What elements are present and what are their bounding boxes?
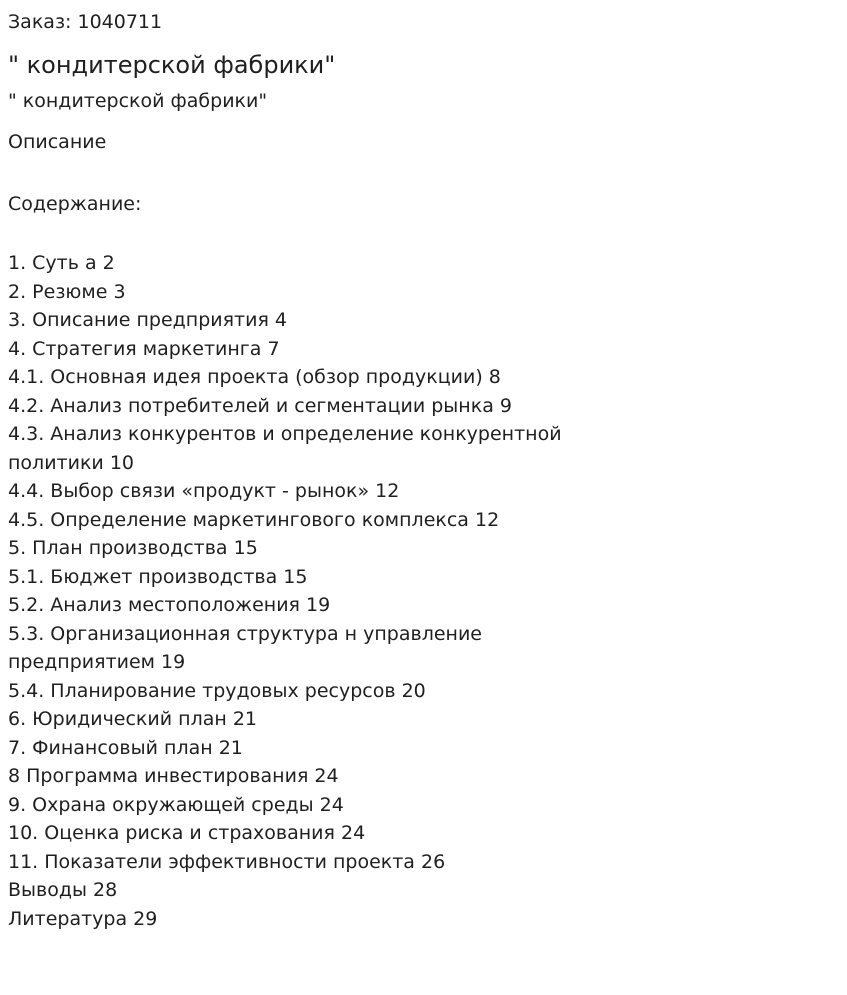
order-number: Заказ: 1040711 bbox=[8, 11, 163, 33]
toc-item: 8 Программа инвестирования 24 bbox=[8, 765, 339, 787]
description-heading: Описание bbox=[8, 131, 107, 153]
table-of-contents bbox=[8, 249, 839, 933]
toc-item: 3. Описание предприятия 4 bbox=[8, 309, 288, 331]
toc-item: 1. Суть а 2 bbox=[8, 252, 115, 274]
toc-item: 7. Финансовый план 21 bbox=[8, 736, 243, 759]
toc-item: 6. Юридический план 21 bbox=[8, 708, 257, 730]
toc-item: 5.4. Планирование трудовых ресурсов 20 bbox=[8, 679, 426, 702]
toc-item: 9. Охрана окружающей среды 24 bbox=[8, 793, 344, 816]
toc-item: 2. Резюме 3 bbox=[8, 280, 126, 303]
toc-item: 4.4. Выбор связи «продукт - рынок» 12 bbox=[8, 480, 400, 502]
toc-item: Литература 29 bbox=[8, 907, 158, 930]
toc-item: 4.3. Анализ конкурентов и определение конкурентной политики 10 bbox=[8, 423, 562, 474]
toc-item: 4.1. Основная идея проекта (обзор продукции) 8 bbox=[8, 366, 501, 388]
toc-item: 4.2. Анализ потребителей и сегментации рынка 9 bbox=[8, 394, 512, 417]
toc-item: 4.5. Определение маркетингового комплекса 12 bbox=[8, 508, 500, 531]
toc-item: 10. Оценка риска и страхования 24 bbox=[8, 822, 366, 844]
toc-item: 5. План производства 15 bbox=[8, 537, 258, 559]
toc-item: 11. Показатели эффективности проекта 26 bbox=[8, 850, 446, 873]
toc-item: 5.3. Организационная структура н управление предприятием 19 bbox=[8, 622, 482, 673]
page-title: " кондитерской фабрики" bbox=[8, 51, 336, 79]
toc-item: 5.2. Анализ местоположения 19 bbox=[8, 594, 331, 616]
toc-item: Выводы 28 bbox=[8, 879, 118, 901]
page-subtitle: " кондитерской фабрики" bbox=[8, 90, 268, 112]
contents-heading: Содержание: bbox=[8, 193, 142, 215]
toc-item: 4. Стратегия маркетинга 7 bbox=[8, 337, 280, 360]
toc-item: 5.1. Бюджет производства 15 bbox=[8, 565, 308, 588]
